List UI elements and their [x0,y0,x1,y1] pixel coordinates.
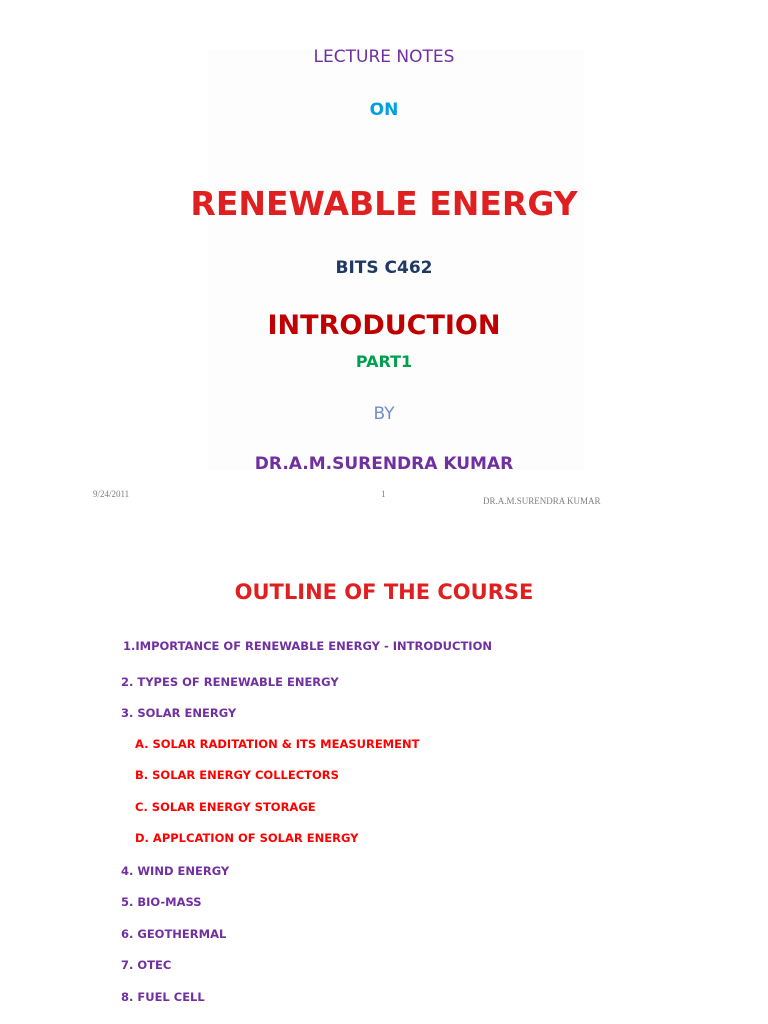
by-label: BY [373,404,395,424]
main-title: RENEWABLE ENERGY [190,184,578,223]
outline-item: 5. BIO-MASS [121,895,202,909]
outline-item: 2. TYPES OF RENEWABLE ENERGY [121,675,339,689]
on-label: ON [369,100,399,120]
lecture-notes-label: LECTURE NOTES [313,47,455,67]
footer-date: 9/24/2011 [93,489,130,499]
outline-subitem: D. APPLCATION OF SOLAR ENERGY [135,831,359,845]
footer-page-number: 1 [381,489,386,499]
footer-author: DR.A.M.SURENDRA KUMAR [483,496,601,506]
outline-item: 7. OTEC [121,958,172,972]
outline-item: 1.IMPORTANCE OF RENEWABLE ENERGY - INTRODUCTION [123,639,492,653]
outline-item: 8. FUEL CELL [121,990,205,1004]
outline-item: 6. GEOTHERMAL [121,927,227,941]
section-title: INTRODUCTION [267,310,501,341]
outline-item: 4. WIND ENERGY [121,864,230,878]
outline-title: OUTLINE OF THE COURSE [234,580,534,604]
author-name: DR.A.M.SURENDRA KUMAR [254,454,514,474]
outline-item: 3. SOLAR ENERGY [121,706,237,720]
course-code: BITS C462 [335,258,433,278]
outline-subitem: B. SOLAR ENERGY COLLECTORS [135,768,339,782]
part-label: PART1 [355,352,413,371]
outline-subitem: C. SOLAR ENERGY STORAGE [135,800,316,814]
outline-subitem: A. SOLAR RADITATION & ITS MEASUREMENT [135,737,420,751]
